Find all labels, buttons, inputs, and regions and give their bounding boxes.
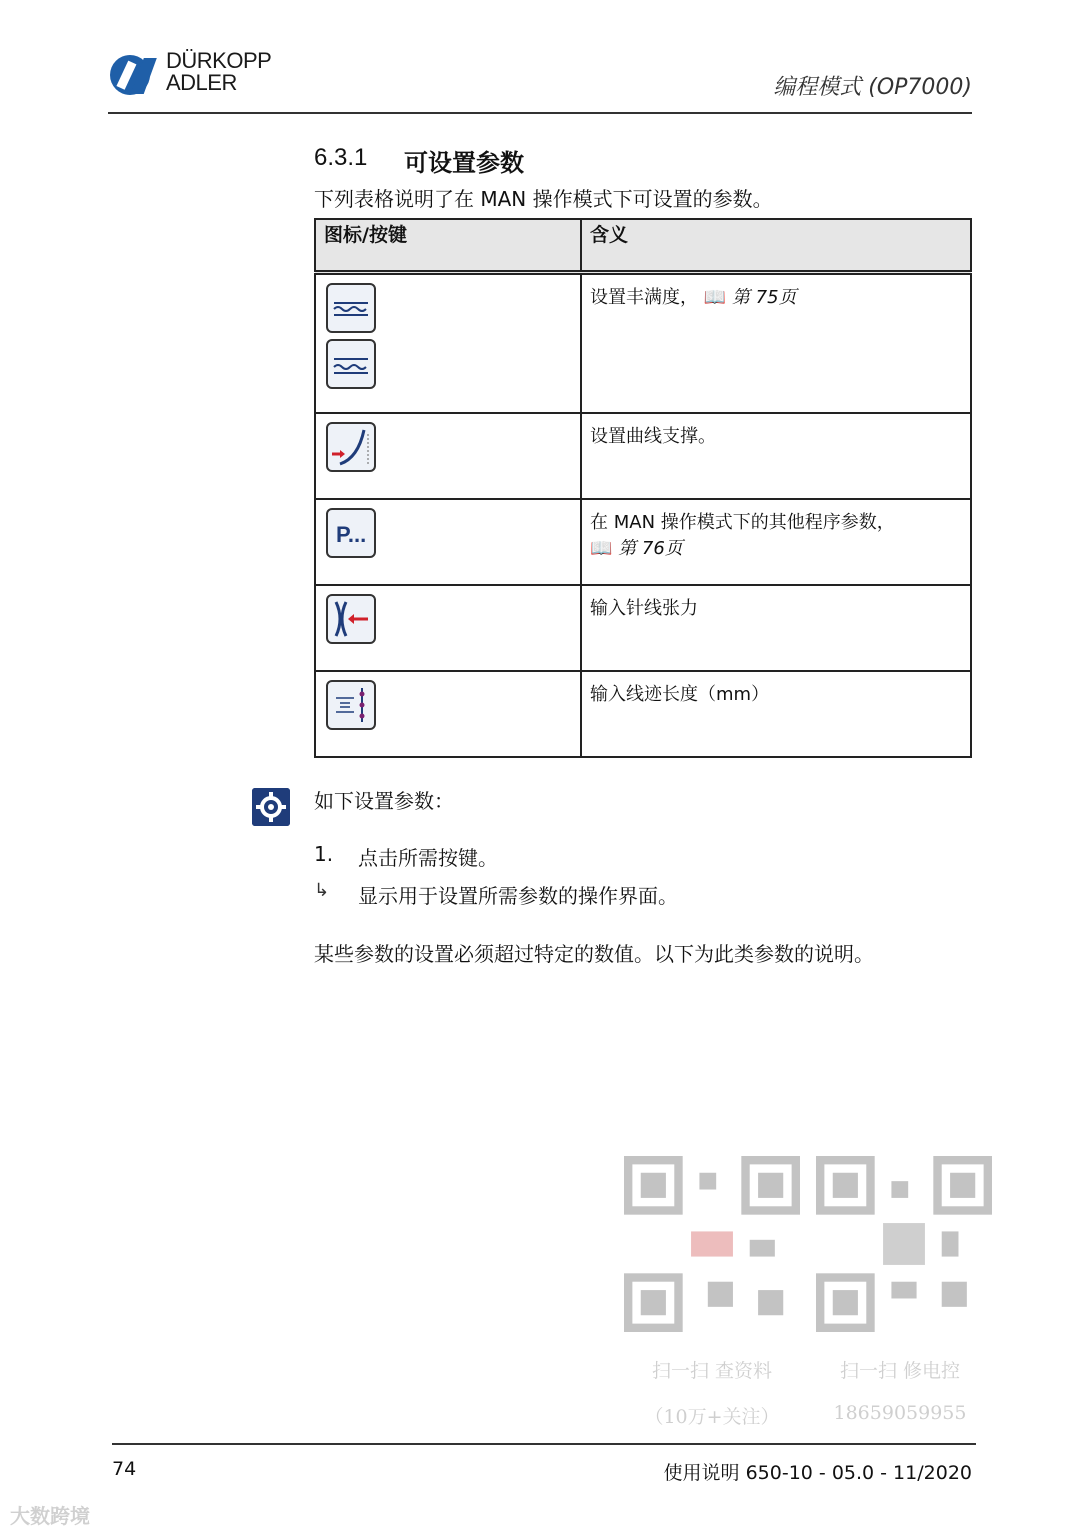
meaning-text: 输入线迹长度（mm） bbox=[590, 683, 770, 705]
watermark-brand: 大数跨境 bbox=[10, 1504, 90, 1528]
meaning-cell bbox=[581, 413, 971, 499]
table-row bbox=[315, 671, 971, 757]
result-text: 显示用于设置所需参数的操作界面。 bbox=[358, 884, 678, 908]
icon-cell bbox=[315, 671, 581, 757]
col-header-meaning: 含义 bbox=[581, 219, 971, 273]
thread-fullness-bottom-icon[interactable] bbox=[326, 339, 376, 389]
icon-cell bbox=[315, 273, 581, 413]
header-divider bbox=[108, 112, 972, 114]
document-id: 使用说明 650-10 - 05.0 - 11/2020 bbox=[663, 1462, 972, 1484]
result-arrow-icon: ↳ bbox=[314, 880, 330, 901]
section-number: 6.3.1 bbox=[314, 144, 368, 171]
table-row bbox=[315, 273, 971, 413]
meaning-text: 在 MAN 操作模式下的其他程序参数， bbox=[590, 511, 895, 533]
qr-code-icon bbox=[816, 1156, 992, 1332]
meaning-cell bbox=[581, 585, 971, 671]
table-row bbox=[315, 585, 971, 671]
page-reference-link[interactable]: 第 75页 bbox=[731, 287, 797, 308]
page-number: 74 bbox=[112, 1458, 137, 1480]
header-title: 编程模式 (OP7000) bbox=[773, 75, 972, 100]
table-row bbox=[315, 413, 971, 499]
book-icon: 📖 bbox=[703, 287, 727, 308]
page-reference-link[interactable]: 第 76页 bbox=[618, 537, 683, 559]
step-number: 1. bbox=[314, 842, 334, 866]
note-text: 某些参数的设置必须超过特定的数值。以下为此类参数的说明。 bbox=[314, 942, 874, 966]
program-icon-label: P... bbox=[336, 521, 367, 547]
table-header-row bbox=[315, 219, 971, 273]
meaning-cell bbox=[581, 671, 971, 757]
meaning-cell bbox=[581, 499, 971, 585]
program-parameters-icon[interactable] bbox=[326, 508, 376, 558]
meaning-text: 设置曲线支撑。 bbox=[590, 425, 716, 447]
qr-caption: 扫一扫 查资料 bbox=[651, 1360, 773, 1382]
qr-caption: 18659059955 bbox=[833, 1402, 967, 1424]
brand-name: DÜRKOPP ADLER bbox=[166, 48, 272, 95]
meaning-cell bbox=[581, 273, 971, 413]
section-intro: 下列表格说明了在 MAN 操作模式下可设置的参数。 bbox=[314, 187, 773, 211]
icon-cell bbox=[315, 413, 581, 499]
meaning-text: 输入针线张力 bbox=[590, 597, 698, 619]
qr-caption: （10万+关注） bbox=[644, 1406, 780, 1428]
icon-cell bbox=[315, 499, 581, 585]
gear-icon bbox=[252, 788, 290, 826]
parameter-table bbox=[314, 218, 972, 758]
section-title: 可设置参数 bbox=[404, 149, 524, 177]
footer-divider bbox=[112, 1443, 976, 1445]
instructions-heading: 如下设置参数： bbox=[314, 789, 454, 813]
stitch-length-icon[interactable] bbox=[326, 680, 376, 730]
thread-fullness-top-icon[interactable] bbox=[326, 283, 376, 333]
curve-support-icon[interactable] bbox=[326, 422, 376, 472]
icon-cell bbox=[315, 585, 581, 671]
table-row bbox=[315, 499, 971, 585]
qr-caption: 扫一扫 修电控 bbox=[839, 1360, 961, 1382]
col-header-icon: 图标/按键 bbox=[315, 219, 581, 273]
needle-thread-tension-icon[interactable] bbox=[326, 594, 376, 644]
step-text: 点击所需按键。 bbox=[358, 846, 498, 870]
qr-code-icon bbox=[624, 1156, 800, 1332]
meaning-text: 设置丰满度， bbox=[590, 287, 698, 308]
book-icon: 📖 bbox=[590, 537, 613, 559]
